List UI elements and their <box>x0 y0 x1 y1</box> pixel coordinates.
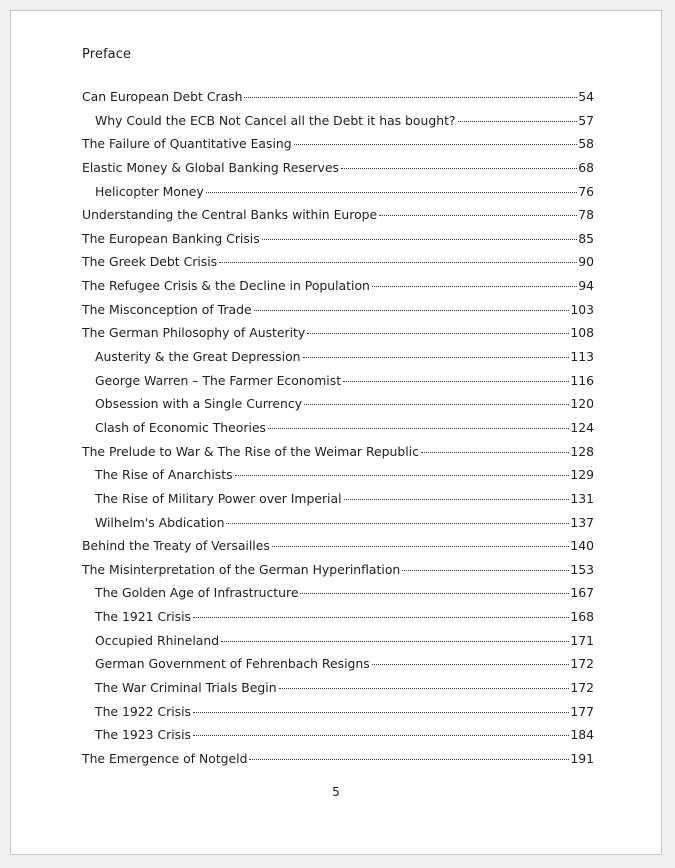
toc-entry[interactable] <box>82 584 594 608</box>
toc-entry[interactable] <box>82 443 594 467</box>
toc-entry-title: The Greek Debt Crisis <box>82 254 218 270</box>
toc-entry-page: 116 <box>570 372 594 388</box>
toc-entry-page: 137 <box>570 514 594 530</box>
toc-entry-title: The European Banking Crisis <box>82 230 260 246</box>
document-page <box>10 10 662 855</box>
toc-entry[interactable] <box>82 466 594 490</box>
toc-dot-leader <box>221 641 569 642</box>
toc-entry-title: The Emergence of Notgeld <box>82 750 248 766</box>
toc-entry-title: The Rise of Anarchists <box>95 467 233 483</box>
toc-entry-page: 172 <box>570 656 594 672</box>
toc-dot-leader <box>300 593 569 594</box>
toc-entry-title: Behind the Treaty of Versailles <box>82 538 270 554</box>
toc-entry-page: 90 <box>578 254 594 270</box>
toc-entry[interactable] <box>82 679 594 703</box>
toc-entry-page: 124 <box>570 419 594 435</box>
toc-entry[interactable] <box>82 608 594 632</box>
toc-entry[interactable] <box>82 159 594 183</box>
toc-dot-leader <box>402 570 569 571</box>
toc-entry-page: 78 <box>578 207 594 223</box>
toc-dot-leader <box>226 523 569 524</box>
toc-entry-title: The Misinterpretation of the German Hyperinflation <box>82 561 401 577</box>
toc-entry[interactable] <box>82 514 594 538</box>
page-heading: Preface <box>82 47 132 62</box>
toc-dot-leader <box>372 286 577 287</box>
toc-dot-leader <box>307 333 569 334</box>
toc-entry-page: 103 <box>570 301 594 317</box>
toc-entry-title: Elastic Money & Global Banking Reserves <box>82 159 339 175</box>
toc-dot-leader <box>244 97 577 98</box>
toc-entry-page: 85 <box>578 230 594 246</box>
toc-entry-title: Can European Debt Crash <box>82 89 243 104</box>
toc-dot-leader <box>193 712 569 713</box>
toc-dot-leader <box>458 121 578 122</box>
toc-entry-title: Clash of Economic Theories <box>95 419 266 435</box>
toc-dot-leader <box>268 428 569 429</box>
toc-entry-title: German Government of Fehrenbach Resigns <box>95 656 370 672</box>
toc-entry-title: The 1923 Crisis <box>95 727 191 743</box>
toc-dot-leader <box>344 499 570 500</box>
toc-entry-title: The Refugee Crisis & the Decline in Population <box>82 278 370 294</box>
toc-dot-leader <box>341 168 577 169</box>
toc-entry[interactable] <box>82 348 594 372</box>
toc-entry-page: 58 <box>578 136 594 152</box>
toc-entry-title: Helicopter Money <box>95 183 204 199</box>
toc-entry-page: 167 <box>570 585 594 601</box>
toc-dot-leader <box>193 735 569 736</box>
toc-entry-title: The 1921 Crisis <box>95 609 191 625</box>
toc-dot-leader <box>379 215 577 216</box>
page-number: 5 <box>332 785 340 799</box>
toc-entry-page: 108 <box>570 325 594 341</box>
toc-entry[interactable] <box>82 632 594 656</box>
toc-entry[interactable] <box>82 726 594 750</box>
toc-entry[interactable] <box>82 112 594 136</box>
toc-entry-page: 76 <box>578 183 594 199</box>
toc-dot-leader <box>372 664 570 665</box>
toc-entry-page: 140 <box>570 538 594 554</box>
toc-entry-title: Obsession with a Single Currency <box>95 396 303 412</box>
toc-entry-page: 129 <box>570 467 594 483</box>
toc-entry[interactable] <box>82 395 594 419</box>
toc-entry-title: Why Could the ECB Not Cancel all the Debt it has bought? <box>95 112 456 128</box>
toc-entry[interactable] <box>82 750 594 774</box>
toc-entry-title: The Failure of Quantitative Easing <box>82 136 292 152</box>
toc-entry-page: 94 <box>578 278 594 294</box>
toc-entry-title: Occupied Rhineland <box>95 632 220 648</box>
toc-entry[interactable] <box>82 88 594 112</box>
toc-entry-title: George Warren – The Farmer Economist <box>95 372 342 388</box>
toc-entry[interactable] <box>82 135 594 159</box>
toc-entry-page: 168 <box>570 609 594 625</box>
toc-entry-title: The Prelude to War & The Rise of the Weimar Republic <box>82 443 419 459</box>
toc-entry[interactable] <box>82 537 594 561</box>
toc-dot-leader <box>279 688 570 689</box>
toc-entry-page: 177 <box>570 703 594 719</box>
toc-entry-title: The Rise of Military Power over Imperial <box>95 490 342 506</box>
toc-dot-leader <box>294 144 578 145</box>
toc-entry-page: 54 <box>578 89 594 104</box>
toc-entry[interactable] <box>82 490 594 514</box>
toc-dot-leader <box>262 239 578 240</box>
toc-entry-page: 68 <box>578 159 594 175</box>
toc-dot-leader <box>303 357 570 358</box>
toc-dot-leader <box>235 475 570 476</box>
toc-entry[interactable] <box>82 230 594 254</box>
toc-dot-leader <box>304 404 569 405</box>
toc-entry-page: 131 <box>570 490 594 506</box>
toc-dot-leader <box>219 262 577 263</box>
toc-entry-title: The 1922 Crisis <box>95 703 191 719</box>
toc-entry-page: 153 <box>570 561 594 577</box>
toc-entry-page: 172 <box>570 680 594 696</box>
table-of-contents <box>82 88 594 774</box>
toc-entry-page: 120 <box>570 396 594 412</box>
toc-entry-title: The Golden Age of Infrastructure <box>95 585 299 601</box>
toc-dot-leader <box>343 381 569 382</box>
toc-dot-leader <box>421 452 569 453</box>
toc-entry[interactable] <box>82 419 594 443</box>
toc-entry-title: The War Criminal Trials Begin <box>95 680 277 696</box>
toc-dot-leader <box>206 192 578 193</box>
toc-entry-title: The Misconception of Trade <box>82 301 252 317</box>
toc-entry-title: Wilhelm's Abdication <box>95 514 225 530</box>
toc-dot-leader <box>272 546 570 547</box>
toc-entry[interactable] <box>82 372 594 396</box>
toc-entry[interactable] <box>82 277 594 301</box>
toc-entry[interactable] <box>82 324 594 348</box>
toc-entry-page: 184 <box>570 727 594 743</box>
toc-entry-page: 57 <box>578 112 594 128</box>
toc-entry-title: The German Philosophy of Austerity <box>82 325 306 341</box>
toc-entry[interactable] <box>82 301 594 325</box>
toc-entry-page: 128 <box>570 443 594 459</box>
toc-entry[interactable] <box>82 253 594 277</box>
toc-entry[interactable] <box>82 206 594 230</box>
toc-dot-leader <box>193 617 569 618</box>
toc-entry-title: Understanding the Central Banks within Europe <box>82 207 378 223</box>
toc-dot-leader <box>254 310 570 311</box>
toc-dot-leader <box>249 759 569 760</box>
toc-entry-page: 191 <box>570 750 594 766</box>
toc-entry-page: 113 <box>570 349 594 365</box>
toc-entry-page: 171 <box>570 632 594 648</box>
toc-entry[interactable] <box>82 561 594 585</box>
toc-entry[interactable] <box>82 703 594 727</box>
toc-entry[interactable] <box>82 655 594 679</box>
toc-entry[interactable] <box>82 183 594 207</box>
toc-entry-title: Austerity & the Great Depression <box>95 349 301 365</box>
